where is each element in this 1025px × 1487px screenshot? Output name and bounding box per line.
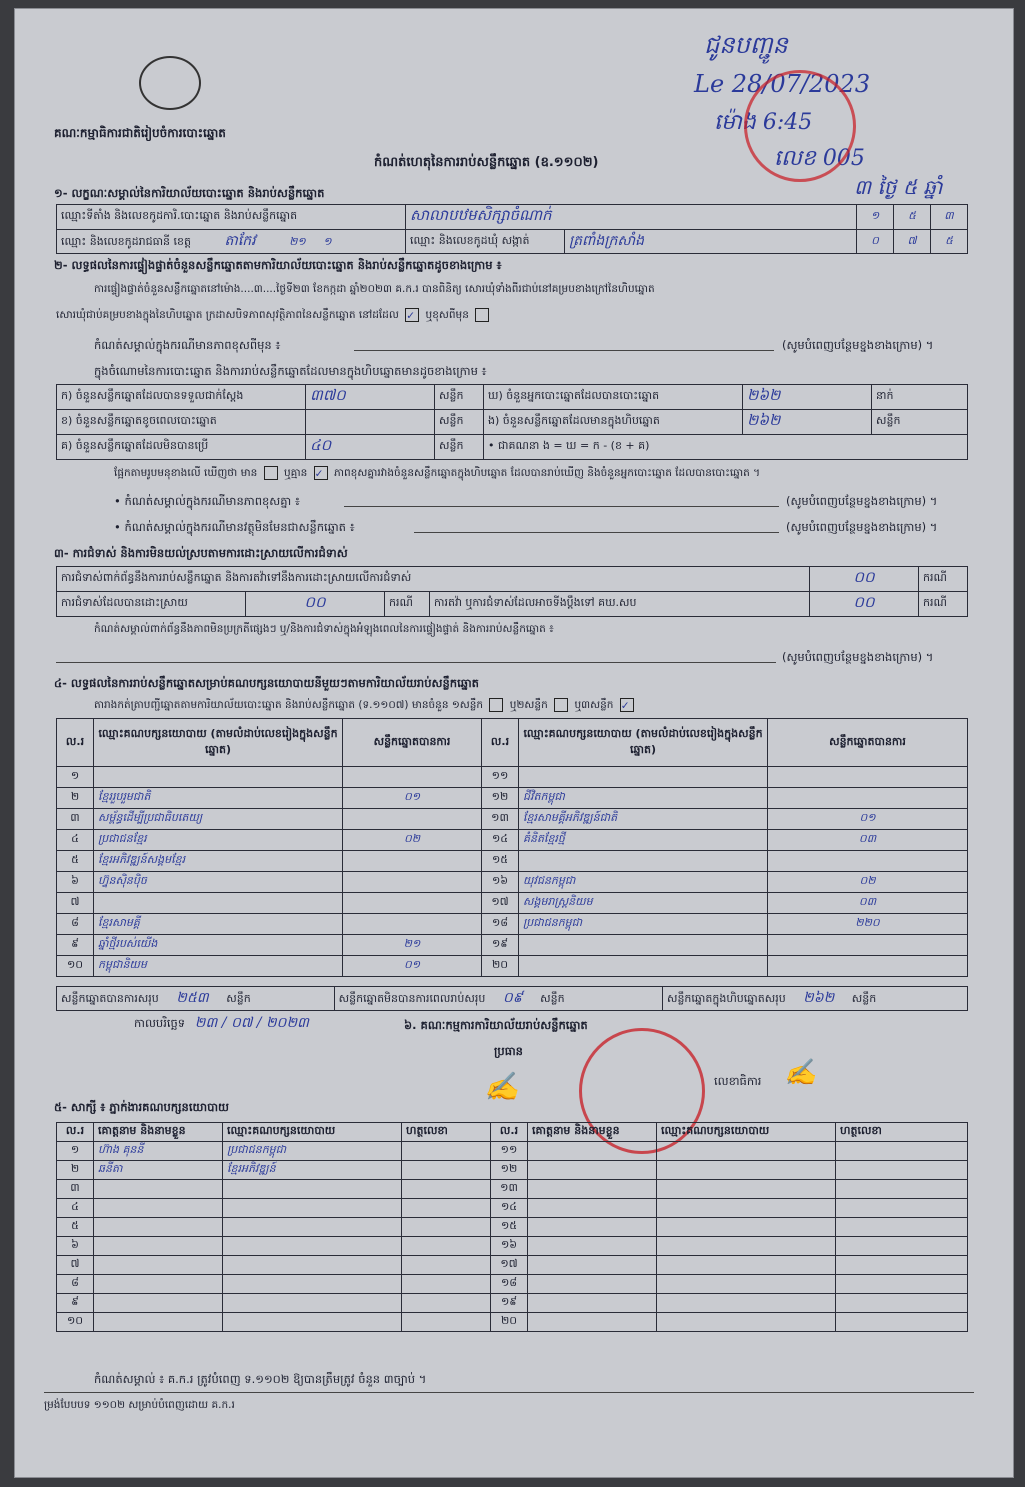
witness-name-left [94, 1313, 223, 1332]
s2-r1-label2: ឃ) ចំនួនអ្នកបោះឆ្នោតដែលបានបោះឆ្នោត [484, 385, 743, 410]
s1-code2-c: ៥ [931, 230, 968, 254]
party-name-right: គំនិតខ្មែរថ្មី [519, 830, 768, 851]
ballot-count-form [14, 8, 1014, 1478]
s2-r1-value2: ២៦២ [743, 385, 872, 410]
s1-row1-label: ឈ្មោះទីតាំង និងលេខកូដការិ.បោះឆ្នោត និងរាប់សន្លឹកឆ្នោត [57, 205, 406, 230]
witness-name-left [94, 1199, 223, 1218]
witness-rows [57, 1142, 968, 1332]
section2-table [56, 384, 968, 460]
total-box [662, 987, 967, 1011]
witness-party-right [657, 1256, 836, 1275]
witness-party-right [657, 1180, 836, 1199]
s1-row2-label [57, 230, 406, 254]
witness-name-right [528, 1199, 657, 1218]
party-row [57, 767, 968, 788]
note-line-1 [354, 350, 774, 351]
no-difference-checkbox[interactable]: ✓ [314, 466, 328, 480]
party-no-right: ១៦ [482, 872, 519, 893]
party-no-left: ៧ [57, 893, 94, 914]
party-votes-right [768, 935, 968, 956]
party-votes-right: ០៣ [768, 893, 968, 914]
party-votes-right: ០២ [768, 872, 968, 893]
witness-no-left: ១០ [57, 1313, 94, 1332]
party-no-left: ៤ [57, 830, 94, 851]
s1-row2-code1: ២១ [289, 235, 306, 248]
party-name-right [519, 851, 768, 872]
secretary-label: លេខាធិការ [714, 1074, 762, 1088]
note-fill-3: (សូមបំពេញបន្ថែមខ្នងខាងក្រោម) ។ [786, 520, 938, 534]
footer-rule [44, 1392, 974, 1393]
witness-sign-left[interactable] [402, 1313, 491, 1332]
witness-party-right [657, 1161, 836, 1180]
witness-party-left [223, 1237, 402, 1256]
note-fill-1: (សូមបំពេញបន្ថែមខ្នងខាងក្រោម) ។ [782, 338, 934, 352]
witness-sign-left[interactable] [402, 1294, 491, 1313]
witness-no-left: ៦ [57, 1237, 94, 1256]
col-no-left: ល.រ [57, 719, 94, 767]
section2-heading: ២- លទ្ធផលនៃការផ្ទៀងផ្ទាត់ចំនួនសន្លឹកឆ្នោតតាមការិយាល័យបោះឆ្នោត និងរាប់សន្លឹកឆ្នោតដូចខាងក្រោម ៖ [54, 258, 502, 272]
witness-party-right [657, 1237, 836, 1256]
section3-table [56, 566, 968, 617]
witness-name-right [528, 1142, 657, 1161]
party-rows [57, 767, 968, 977]
party-votes-right: ០៣ [768, 830, 968, 851]
witness-no-right: ១៨ [491, 1275, 528, 1294]
witness-party-left [223, 1218, 402, 1237]
has-difference-checkbox[interactable] [264, 466, 278, 480]
total-valid-value: ២៥៣ [176, 990, 209, 1006]
witness-party-right [657, 1218, 836, 1237]
witness-party-left: ខ្មែរអភិវឌ្ឍន៍ [223, 1161, 402, 1180]
witness-name-left [94, 1294, 223, 1313]
party-row [57, 956, 968, 977]
witness-sign-left[interactable] [402, 1256, 491, 1275]
witness-no-left: ១ [57, 1142, 94, 1161]
witness-row [57, 1142, 968, 1161]
witness-row [57, 1294, 968, 1313]
party-no-right: ១៤ [482, 830, 519, 851]
party-votes-left [343, 893, 482, 914]
party-no-left: ៨ [57, 914, 94, 935]
witness-party-right [657, 1313, 836, 1332]
s3-r2-label2: ការតវ៉ា ឬការជំទាស់ដែលអាចទីងប្តឹងទៅ គឃ.សប [430, 592, 810, 617]
s2-r2-unit2: សន្លឹក [872, 410, 968, 435]
nec-logo [139, 56, 201, 110]
witness-no-left: ៧ [57, 1256, 94, 1275]
s1-row2-label-text: ឈ្មោះ និងលេខកូដរាជធានី ខេត្ត [61, 235, 191, 248]
section2-bullet2: • កំណត់សម្គាល់ក្នុងករណីមានវត្ថុមិនមែនជាសន្លឹកឆ្នោត ៖ [114, 520, 355, 534]
witness-no-right: ១៣ [491, 1180, 528, 1199]
witness-name-right [528, 1294, 657, 1313]
witness-name-right [528, 1256, 657, 1275]
changed-checkbox[interactable] [475, 308, 489, 322]
party-row [57, 872, 968, 893]
s2-r3-unit: សន្លឹក [435, 435, 484, 460]
date-value: ២៣ / ០៧ / ២០២៣ [194, 1015, 310, 1031]
w-col-sign-left: ហត្ថលេខា [402, 1123, 491, 1142]
party-name-left: កម្ពុជានិយម [94, 956, 343, 977]
section2-line4: ក្នុងចំណោមនៃការបោះឆ្នោត និងការរាប់សន្លឹកឆ្នោតដែលមានក្នុងហិបឆ្នោតមានដូចខាងក្រោម ៖ [94, 364, 487, 378]
party-no-left: ៩ [57, 935, 94, 956]
section4-heading: ៤- លទ្ធផលនៃការរាប់សន្លឹកឆ្នោតសម្រាប់គណបក្សនយោបាយនីមួយៗតាមការិយាល័យរាប់សន្លឹកឆ្នោត [54, 676, 479, 690]
party-votes-left [343, 809, 482, 830]
witness-party-left [223, 1256, 402, 1275]
party-name-right: យុវជនកម្ពុជា [519, 872, 768, 893]
party-no-left: ៦ [57, 872, 94, 893]
handwritten-date: Le 28/07/2023 [694, 70, 871, 98]
witness-no-left: ៩ [57, 1294, 94, 1313]
party-no-left: ២ [57, 788, 94, 809]
s3-r2-unit2: ករណី [919, 592, 968, 617]
witness-name-left: ហ៊ាង គុននី [94, 1142, 223, 1161]
witness-party-right [657, 1142, 836, 1161]
witness-row [57, 1275, 968, 1294]
witness-sign-right[interactable] [836, 1294, 968, 1313]
form-title: កំណត់ហេតុនៃការរាប់សន្លឹកឆ្នោត (ឧ.១១០២) [374, 155, 599, 170]
witness-no-left: ៨ [57, 1275, 94, 1294]
witness-sign-left[interactable] [402, 1275, 491, 1294]
party-votes-right [768, 788, 968, 809]
w-col-party-right: ឈ្មោះគណបក្សនយោបាយ [657, 1123, 836, 1142]
s2-r1-label: ក) ចំនួនសន្លឹកឆ្នោតដែលបានទទួលជាក់ស្តែង [57, 385, 306, 410]
party-votes-right [768, 851, 968, 872]
s1-row2-label2: ឈ្មោះ និងលេខកូដឃុំ សង្កាត់ [406, 230, 565, 254]
note-fill-4: (សូមបំពេញបន្ថែមខ្នងខាងក្រោម) ។ [782, 650, 934, 664]
s1-code-b: ៥ [894, 205, 931, 230]
w-col-party-left: ឈ្មោះគណបក្សនយោបាយ [223, 1123, 402, 1142]
party-results-table [56, 718, 968, 977]
party-no-left: ៥ [57, 851, 94, 872]
party-name-left: ខ្មែរសាមគ្គី [94, 914, 343, 935]
s2-r1-unit: សន្លឹក [435, 385, 484, 410]
witness-sign-left[interactable] [402, 1218, 491, 1237]
party-name-left: ប្រជាជនខ្មែរ [94, 830, 343, 851]
party-no-right: ១១ [482, 767, 519, 788]
party-row [57, 893, 968, 914]
witness-sign-right[interactable] [836, 1161, 968, 1180]
witness-no-left: ៣ [57, 1180, 94, 1199]
party-no-right: ១៥ [482, 851, 519, 872]
witness-no-left: ៥ [57, 1218, 94, 1237]
party-row [57, 809, 968, 830]
witness-sign-right[interactable] [836, 1275, 968, 1294]
party-no-left: ៣ [57, 809, 94, 830]
s2-r2-value2: ២៦២ [743, 410, 872, 435]
witness-name-right [528, 1161, 657, 1180]
chair-label: ប្រធាន [494, 1044, 523, 1058]
party-no-left: ១០ [57, 956, 94, 977]
witness-party-right [657, 1275, 836, 1294]
totals-table [56, 986, 968, 1011]
witness-no-right: ១២ [491, 1161, 528, 1180]
witness-name-right [528, 1180, 657, 1199]
witness-name-left [94, 1256, 223, 1275]
party-name-left: ខ្មែររួបរួមជាតិ [94, 788, 343, 809]
s1-row2-value: តាកែវ [224, 233, 256, 249]
s3-r2-value2: ០០ [810, 592, 919, 617]
col-party-right: ឈ្មោះគណបក្សនយោបាយ (តាមលំដាប់លេខរៀងក្នុងសន្លឹកឆ្នោត) [519, 719, 768, 767]
witness-row [57, 1218, 968, 1237]
s1-row2-value2: ត្រពាំងក្រសាំង [565, 230, 857, 254]
handwritten-time: ម៉ោង 6:45 [714, 110, 813, 135]
footer-text: ម្រង់បែបបទ ១១០២ សម្រាប់បំពេញដោយ គ.ក.រ [44, 1399, 235, 1411]
s3-r2-label: ការជំទាស់ដែលបានដោះស្រាយ [57, 592, 246, 617]
section2-line5-c: ភាពខុសគ្នារវាងចំនួនសន្លឹកឆ្នោតក្នុងហិបឆ្នោត ដែលបានរាប់ឃើញ និងចំនួនអ្នកបោះឆ្នោត ដែលបានបោះឆ្នោត ។ [334, 467, 761, 479]
s2-r2-value [306, 410, 435, 435]
party-no-left: ១ [57, 767, 94, 788]
section4-intro: តារាងកត់ត្រាបញ្ជីឆ្នោតតាមការិយាល័យបោះឆ្នោត និងរាប់សន្លឹកឆ្នោត (ទ.១១០៧) មានចំនួន ១សន្លឹក [94, 699, 484, 711]
witness-sign-left[interactable] [402, 1142, 491, 1161]
party-row [57, 830, 968, 851]
witness-no-right: ១៤ [491, 1199, 528, 1218]
total-valid-label: សន្លឹកឆ្នោតបានការសរុប [61, 992, 159, 1005]
witness-no-right: ១៩ [491, 1294, 528, 1313]
party-no-right: ១៨ [482, 914, 519, 935]
total-valid [57, 987, 335, 1011]
party-votes-left [343, 851, 482, 872]
witness-sign-right[interactable] [836, 1218, 968, 1237]
witness-party-left [223, 1180, 402, 1199]
party-votes-left: ០១ [343, 956, 482, 977]
section4-intro-b: ឬ២សន្លឹក [509, 699, 548, 711]
witness-no-right: ១១ [491, 1142, 528, 1161]
w-col-sign-right: ហត្ថលេខា [836, 1123, 968, 1142]
party-name-right [519, 767, 768, 788]
witness-row [57, 1256, 968, 1275]
s2-r3-value: ៤០ [306, 435, 435, 460]
party-name-left: ខ្មែរអភិវឌ្ឍន៍សង្គមខ្មែរ [94, 851, 343, 872]
total-box-value: ២៦២ [803, 990, 835, 1006]
sheets-1-checkbox[interactable] [489, 698, 503, 712]
witness-row [57, 1161, 968, 1180]
handwritten-total: ៣ ថ្ងៃ ៥ ឆ្នាំ [854, 175, 943, 199]
witness-table [56, 1122, 968, 1332]
col-votes-right: សន្លឹកឆ្នោតបានការ [768, 719, 968, 767]
witness-party-right [657, 1199, 836, 1218]
section2-line2-wrap [56, 308, 492, 322]
witness-row [57, 1180, 968, 1199]
witness-name-right [528, 1313, 657, 1332]
party-row [57, 851, 968, 872]
s2-r2-label: ខ) ចំនួនសន្លឹកឆ្នោតខូចពេលបោះឆ្នោត [57, 410, 306, 435]
party-votes-right: ២២០ [768, 914, 968, 935]
sheets-2-checkbox[interactable] [554, 698, 568, 712]
witness-sign-right[interactable] [836, 1256, 968, 1275]
note-line-3 [414, 532, 779, 533]
witness-party-left [223, 1199, 402, 1218]
party-name-left: ឆ្នាំថ្មីរបស់យើង [94, 935, 343, 956]
section4-intro-c: ឬ៣សន្លឹក [574, 699, 614, 711]
witness-name-left [94, 1237, 223, 1256]
section2-bullet1: • កំណត់សម្គាល់ក្នុងករណីមានភាពខុសគ្នា ៖ [114, 494, 300, 508]
party-name-left: សម្ព័ន្ធដើម្បីប្រជាធិបតេយ្យ [94, 809, 343, 830]
sheets-3-checkbox[interactable]: ✓ [620, 698, 634, 712]
note-line-2 [344, 506, 779, 507]
party-name-right: សង្គមរាស្ត្រនិយម [519, 893, 768, 914]
party-row [57, 914, 968, 935]
witness-sign-right[interactable] [836, 1237, 968, 1256]
committee-label: ៦. គណៈកម្មការការិយាល័យរាប់សន្លឹកឆ្នោត [404, 1018, 588, 1032]
party-name-left: ហ្វ៊ុនស៊ិនប៉ិច [94, 872, 343, 893]
s3-r2-unit: ករណី [385, 592, 430, 617]
w-col-name-left: គោត្តនាម និងនាមខ្លួន [94, 1123, 223, 1142]
witness-party-left: ប្រជាជនកម្ពុជា [223, 1142, 402, 1161]
s2-r2-label2: ង) ចំនួនសន្លឹកឆ្នោតដែលមានក្នុងហិបឆ្នោត [484, 410, 743, 435]
section2-line2-yes: ឬខុសពីមុន [425, 309, 469, 321]
s2-r1-value: ៣៧០ [306, 385, 435, 410]
party-no-right: ២០ [482, 956, 519, 977]
party-name-right: ជីវិតកម្ពុជា [519, 788, 768, 809]
witness-name-right [528, 1275, 657, 1294]
party-votes-right [768, 767, 968, 788]
section2-line5: ផ្អែកតាមរូបមនុខាងលើ ឃើញថា មាន [114, 467, 258, 479]
party-votes-left [343, 872, 482, 893]
witness-name-left [94, 1275, 223, 1294]
witness-party-left [223, 1275, 402, 1294]
witness-no-left: ២ [57, 1161, 94, 1180]
witness-sign-left[interactable] [402, 1180, 491, 1199]
party-votes-left: ០២ [343, 830, 482, 851]
s3-r1-unit: ករណី [919, 567, 968, 592]
section2-line3: កំណត់សម្គាល់ក្នុងករណីមានភាពខុសពីមុន ៖ [94, 338, 281, 352]
s3-r1-value: ០០ [810, 567, 919, 592]
secretary-signature: ✍ [784, 1058, 817, 1088]
handwritten-label: ជូនបញ្ជូន [704, 31, 788, 59]
s1-row1-value: សាលាបឋមសិក្សាចំណាក់ [406, 205, 857, 230]
party-name-right: ប្រជាជនកម្ពុជា [519, 914, 768, 935]
section3-heading: ៣- ការជំទាស់ និងការមិនយល់ស្របតាមការដោះស្រាយលើការជំទាស់ [54, 546, 348, 560]
witness-row [57, 1237, 968, 1256]
section1-table [56, 204, 968, 254]
s3-r2-value: ០០ [246, 592, 385, 617]
party-no-right: ១៩ [482, 935, 519, 956]
s1-row2-code2: ១ [323, 235, 332, 248]
note-fill-2: (សូមបំពេញបន្ថែមខ្នងខាងក្រោម) ។ [786, 494, 938, 508]
w-col-name-right: គោត្តនាម និងនាមខ្លួន [528, 1123, 657, 1142]
witness-sign-left[interactable] [402, 1161, 491, 1180]
witness-party-right [657, 1294, 836, 1313]
section2-line5-b: ឬគ្មាន [284, 467, 308, 479]
section2-line5-wrap [114, 466, 760, 480]
witness-name-left: ឆនីតា [94, 1161, 223, 1180]
witness-name-left [94, 1180, 223, 1199]
party-votes-left: ០១ [343, 788, 482, 809]
witness-row [57, 1313, 968, 1332]
party-name-right [519, 935, 768, 956]
witness-row [57, 1199, 968, 1218]
s1-code-c: ៣ [931, 205, 968, 230]
col-no-right: ល.រ [482, 719, 519, 767]
s2-r1-unit2: នាក់ [872, 385, 968, 410]
w-col-no-left: ល.រ [57, 1123, 94, 1142]
party-votes-right: ០១ [768, 809, 968, 830]
section4-intro-wrap [94, 698, 637, 712]
party-row [57, 935, 968, 956]
col-party-left: ឈ្មោះគណបក្សនយោបាយ (តាមលំដាប់លេខរៀងក្នុងសន្លឹកឆ្នោត) [94, 719, 343, 767]
witness-sign-right[interactable] [836, 1199, 968, 1218]
chair-signature: ✍ [484, 1070, 519, 1103]
date-label: កាលបរិច្ឆេទ [134, 1016, 186, 1030]
total-invalid-label: សន្លឹកឆ្នោតមិនបានការពេលរាប់សរុប [338, 992, 486, 1005]
witness-party-left [223, 1313, 402, 1332]
witness-no-right: ១៧ [491, 1256, 528, 1275]
party-votes-left [343, 767, 482, 788]
unchanged-checkbox[interactable]: ✓ [405, 308, 419, 322]
w-col-no-right: ល.រ [491, 1123, 528, 1142]
footnote: កំណត់សម្គាល់ ៖ គ.ក.រ ត្រូវបំពេញ ទ.១១០២ ឱ្យបានត្រឹមត្រូវ ចំនួន ៣ច្បាប់ ។ [94, 1372, 427, 1386]
witness-sign-right[interactable] [836, 1313, 968, 1332]
party-votes-left: ២១ [343, 935, 482, 956]
witness-sign-right[interactable] [836, 1180, 968, 1199]
seal-stamp-top [744, 70, 856, 182]
witness-party-left [223, 1294, 402, 1313]
s1-code2-a: ០ [857, 230, 894, 254]
s2-r2-unit: សន្លឹក [435, 410, 484, 435]
witness-sign-left[interactable] [402, 1237, 491, 1256]
party-name-left [94, 893, 343, 914]
party-name-right: ខ្មែរសាមគ្គីអភិវឌ្ឍន៍ជាតិ [519, 809, 768, 830]
total-valid-unit: សន្លឹក [226, 992, 251, 1005]
col-votes-left: សន្លឹកឆ្នោតបានការ [343, 719, 482, 767]
witness-sign-left[interactable] [402, 1199, 491, 1218]
total-invalid-value: ០៩ [502, 990, 523, 1006]
party-no-right: ១២ [482, 788, 519, 809]
total-box-unit: សន្លឹក [851, 992, 877, 1005]
org-name: គណៈកម្មាធិការជាតិរៀបចំការបោះឆ្នោត [54, 126, 226, 140]
section3-note: កំណត់សម្គាល់ពាក់ព័ន្ធនឹងភាពមិនប្រក្រតីផ្សេងៗ ឬ/និងការជំទាស់ក្នុងអំឡុងពេលនៃការផ្ទៀងផ្ទាត់ និងការរាប់សន្លឹកឆ្នោត ៖ [94, 623, 554, 635]
s1-code-a: ១ [857, 205, 894, 230]
section5-heading: ៥- សាក្សី ៖ ភ្នាក់ងារគណបក្សនយោបាយ [54, 1100, 229, 1114]
witness-no-right: ១៦ [491, 1237, 528, 1256]
total-invalid [334, 987, 662, 1011]
handwritten-count: លេខ 005 [774, 146, 865, 171]
party-no-right: ១៣ [482, 809, 519, 830]
s2-r3-label: គ) ចំនួនសន្លឹកឆ្នោតដែលមិនបានប្រើ [57, 435, 306, 460]
witness-no-right: ២០ [491, 1313, 528, 1332]
party-row [57, 788, 968, 809]
witness-no-left: ៤ [57, 1199, 94, 1218]
total-invalid-unit: សន្លឹក [540, 992, 565, 1005]
note-line-4 [56, 662, 776, 663]
s2-r3-formula: • ជាគណនា ង = ឃ = ក - (ខ + គ) [484, 435, 968, 460]
party-votes-right [768, 956, 968, 977]
s1-code2-b: ៧ [894, 230, 931, 254]
witness-name-left [94, 1218, 223, 1237]
witness-name-right [528, 1218, 657, 1237]
party-name-left [94, 767, 343, 788]
witness-no-right: ១៥ [491, 1218, 528, 1237]
party-votes-left [343, 914, 482, 935]
s3-r1-label: ការជំទាស់ពាក់ព័ន្ធនឹងការរាប់សន្លឹកឆ្នោត និងការតវ៉ាទៅនឹងការដោះស្រាយលើការជំទាស់ [57, 567, 810, 592]
section2-line2: សោរឃុំជាប់គម្របខាងក្នុងនៃហិបឆ្នោត ក្រដាសបិទភាពសុវត្ថិភាពនៃសន្លឹកឆ្នោត នៅដដែល [56, 309, 399, 321]
section1-heading: ១- លក្ខណៈសម្គាល់នៃការិយាល័យបោះឆ្នោត និងរាប់សន្លឹកឆ្នោត [54, 186, 325, 200]
party-name-right [519, 956, 768, 977]
party-no-right: ១៧ [482, 893, 519, 914]
date-row [134, 1016, 309, 1030]
witness-name-right [528, 1237, 657, 1256]
total-box-label: សន្លឹកឆ្នោតក្នុងហិបឆ្នោតសរុប [666, 992, 786, 1005]
section2-line1: ការផ្ទៀងផ្ទាត់ចំនួនសន្លឹកឆ្នោតនៅម៉ោង....៣....ថ្ងៃទី២៣ ខែកក្កដា ឆ្នាំ២០២៣ គ.ក.រ បានពិនិត្យ សោរឃុំទាំងពីរជាប់នៅគម្របខាងក្រៅនៃហិបឆ្នោត [94, 283, 655, 295]
witness-sign-right[interactable] [836, 1142, 968, 1161]
